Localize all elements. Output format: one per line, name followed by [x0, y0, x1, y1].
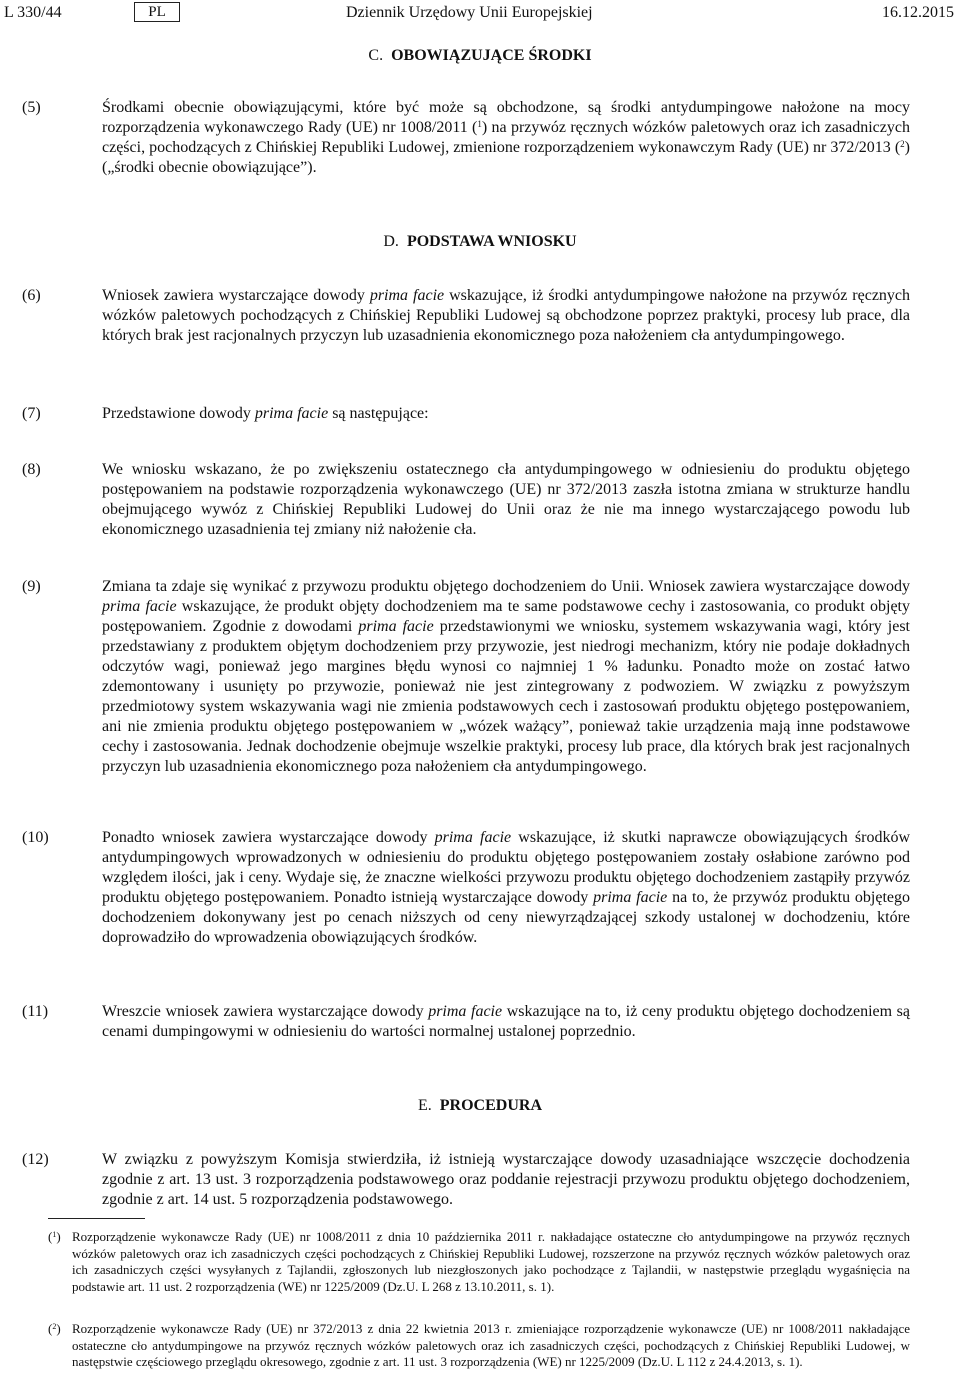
journal-title: Dziennik Urzędowy Unii Europejskiej	[346, 4, 593, 21]
section-heading-e	[0, 1096, 960, 1116]
section-heading-c	[0, 46, 960, 66]
footnote-separator	[48, 1218, 145, 1219]
footnote-ref[interactable]: 1	[477, 119, 482, 129]
footnote-ref[interactable]: 2	[900, 139, 905, 149]
paragraph-text: Wniosek zawiera wystarczające dowody prima facie wskazujące, iż środki antydumpingowe nałożone na przywóz ręcznych wózków paletowych pochodzących z Chińskiej Republiki Ludowej są obchodzone poprzez praktyki, procesy lub prace, dla których brak jest racjonalnych przyczyn lub uzasadnienia ekonomicznego poza nałożeniem cła antydumpingowego.	[102, 287, 911, 344]
paragraph-text: Przedstawione dowody prima facie są następujące:	[102, 405, 429, 422]
page-header	[0, 2, 960, 26]
page-reference: L 330/44	[4, 4, 62, 21]
paragraph-text: W związku z powyższym Komisja stwierdziła, iż istnieją wystarczające dowody uzasadniające wszczęcie dochodzenia zgodnie z art. 13 ust. 3 rozporządzenia podstawowego oraz poddanie rejestracji przywozu produktu objętego dochodzeniem, zgodnie z art. 14 ust. 5 rozporządzenia podstawowego.	[102, 1151, 910, 1208]
paragraph-number: (12)	[22, 1151, 49, 1168]
section-title: PODSTAWA WNIOSKU	[406, 233, 577, 250]
paragraph-text: Ponadto wniosek zawiera wystarczające dowody prima facie wskazujące, iż skutki naprawcze obowiązujących środków antydumpingowych wprowadzonych w odniesieniu do produktu objętego postępowaniem zostały osłabione zarówno pod względem ilości, jak i ceny. Wydaje się, że znaczne wielkości przywozu produktu objętego dochodzeniem zastąpiły przywóz produktu objętego postępowaniem. Ponadto istnieją wystarczające dowody prima facie na to, że przywóz produktu objętego dochodzeniem dokonywany jest po cenach niższych od ceny niewyrządzającej szkody ustalonej w dochodzeniu, które doprowadziło do wprowadzenia obowiązujących środków.	[102, 829, 911, 946]
paragraph-text: We wniosku wskazano, że po zwiększeniu ostatecznego cła antydumpingowego w odniesieniu do produktu objętego postępowaniem na podstawie rozporządzenia wykonawczego (UE) nr 372/2013 zaszła istotna zmiana w strukturze handlu obejmującego wywóz z Chińskiej Republiki Ludowej do Unii oraz że nie ma innego wystarczającego powodu lub ekonomicznego uzasadnienia tej zmiany niż nałożenie cła.	[102, 461, 910, 538]
paragraph-text: Zmiana ta zdaje się wynikać z przywozu produktu objętego dochodzeniem do Unii. Wniosek zawiera wystarczające dowody prima facie wskazujące, że produkt objęty dochodzeniem ma te same podstawowe cechy i zastosowania, co produkt objęty postępowaniem. Zgodnie z dowodami prima facie przedstawionymi we wniosku, systemem wskazywania wagi, który jest przedstawiany z produktem objętym dochodzeniem przy przywozie, jest niedrogi mechanizm, który nie podaje dokładnych odczytów wagi, ponieważ jego margines błędu wynosi co najmniej 1 % ładunku. Ponadto może on zostać łatwo zdemontowany i usunięty po przywozie, ponieważ nie jest zintegrowany z podwoziem. W związku z powyższym przedmiotowy system wskazywania wagi nie zmienia podstawowych cech i zastosowań produktu objętego postępowaniem, ani nie zmienia produktu objętego postępowaniem w „wózek ważący”, ponieważ takie urządzenia mają inne podstawowe cechy i zastosowania. Jednak dochodzenie obejmuje wszelkie praktyki, procesy lub prace, dla których brak jest racjonalnych przyczyn lub uzasadnienia ekonomicznego poza nałożeniem cła antydumpingowego.	[102, 578, 911, 775]
paragraph-number: (11)	[22, 1003, 49, 1020]
section-title: OBOWIĄZUJĄCE ŚRODKI	[391, 47, 592, 64]
footnote-mark: ($^2$)	[48, 1321, 61, 1336]
paragraph-text: Wreszcie wniosek zawiera wystarczające dowody prima facie wskazujące na to, iż ceny produktu objętego dochodzeniem są cenami dumpingowymi w odniesieniu do wartości normalnej ustalonej poprzednio.	[102, 1003, 910, 1040]
footnote-text: Rozporządzenie wykonawcze Rady (UE) nr 1008/2011 z dnia 10 października 2011 r. nakładające ostateczne cło antydumpingowe na przywóz ręcznych wózków paletowych oraz ich zasadniczych części pochodzących z Chińskiej Republiki Ludowej, rozszerzone na przywóz ręcznych wózków paletowych oraz ich zasadniczych części wysyłanych z Tajlandii, zgłoszonych lub niezgłoszonych jako pochodzące z Tajlandii, w następstwie przeglądu wygaśnięcia na podstawie art. 11 ust. 2 rozporządzenia (WE) nr 1225/2009 (Dz.U. L 268 z 13.10.2011, s. 1).	[72, 1229, 910, 1294]
paragraph-text: Środkami obecnie obowiązującymi, które być może są obchodzone, są środki antydumpingowe nałożone na mocy rozporządzenia wykonawczego Rady (UE) nr 1008/2011 ($^1$) na przywóz ręcznych wózków paletowych oraz ich zasadniczych części, pochodzących z Chińskiej Republiki Ludowej, zmienione rozporządzeniem wykonawczym Rady (UE) nr 372/2013 ($^2$) („środki obecnie obowiązujące”).	[102, 99, 910, 176]
footnote-text: Rozporządzenie wykonawcze Rady (UE) nr 372/2013 z dnia 22 kwietnia 2013 r. zmieniające rozporządzenie wykonawcze (UE) nr 1008/2011 nakładające ostateczne cło antydumpingowe na przywóz ręcznych wózków paletowych oraz ich zasadniczych części, pochodzących z Chińskiej Republiki Ludowej, w następstwie częściowego przeglądu okresowego, zgodnie z art. 11 ust. 3 rozporządzenia (WE) nr 1225/2009 (Dz.U. L 112 z 24.4.2013, s. 1).	[72, 1321, 910, 1369]
section-heading-d	[0, 232, 960, 252]
section-title: PROCEDURA	[439, 1097, 542, 1114]
section-letter: E.	[418, 1097, 432, 1114]
paragraph-number: (10)	[22, 829, 49, 846]
paragraph-number: (5)	[22, 99, 41, 116]
paragraph-number: (9)	[22, 578, 41, 595]
section-letter: C.	[368, 47, 384, 64]
footnote-mark: ($^1$)	[48, 1229, 61, 1244]
paragraph-number: (6)	[22, 287, 41, 304]
paragraph-number: (8)	[22, 461, 41, 478]
paragraph-number: (7)	[22, 405, 41, 422]
language-badge: PL	[134, 2, 180, 22]
issue-date: 16.12.2015	[882, 4, 954, 21]
section-letter: D.	[383, 233, 399, 250]
